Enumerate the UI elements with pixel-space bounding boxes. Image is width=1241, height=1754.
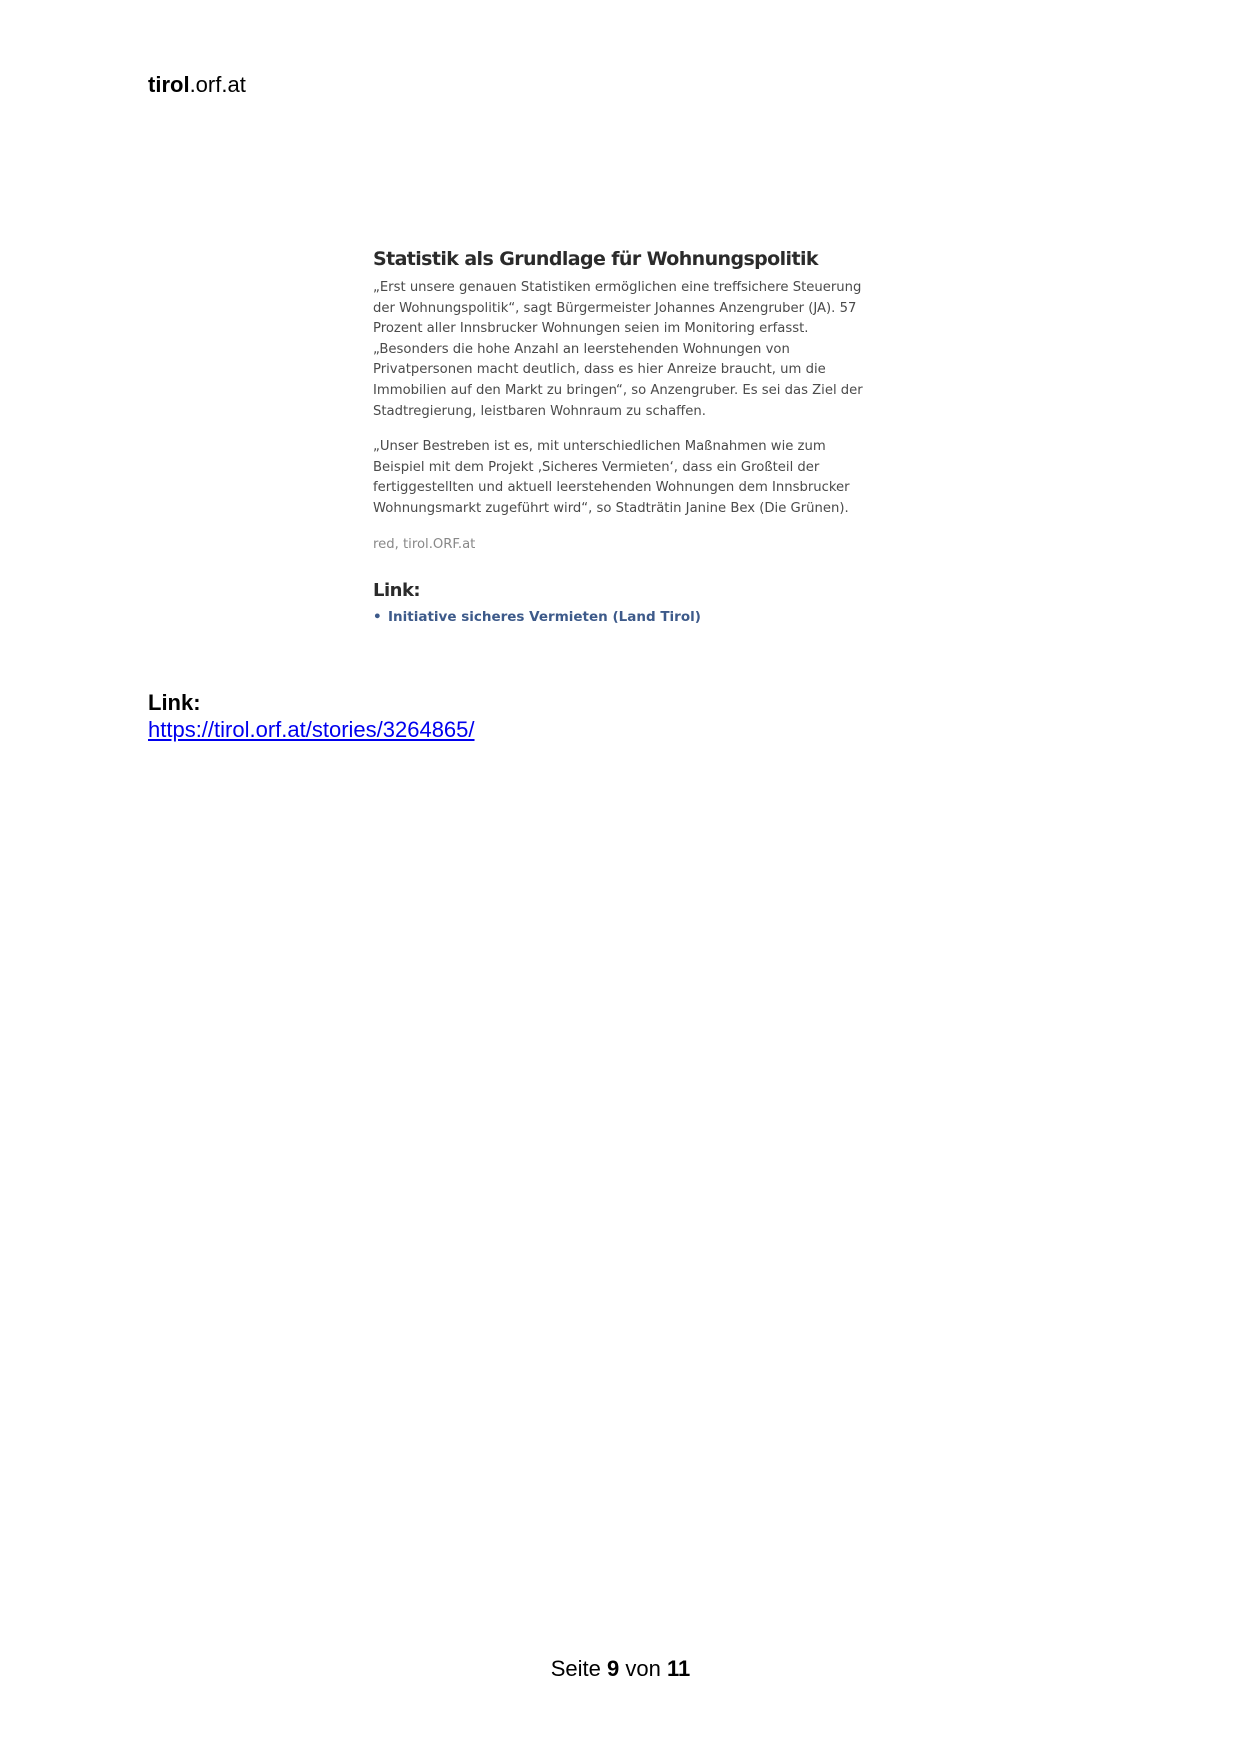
article-credit: red, tirol.ORF.at [373,536,476,552]
bullet-icon: • [373,608,382,625]
source-link-label: Link: [148,690,201,715]
article-clipping [373,246,873,627]
total-pages: 11 [667,1656,691,1681]
page-prefix: Seite [550,1656,601,1681]
article-link[interactable]: Initiative sicheres Vermieten (Land Tirol) [388,608,701,625]
article-heading: Statistik als Grundlage für Wohnungspolitik [373,248,818,270]
page-number [0,1656,1241,1682]
current-page: 9 [607,1656,620,1681]
page-separator: von [625,1656,661,1681]
brand-name-bold: tirol [148,72,190,97]
article-link-list [373,607,873,627]
site-brand [148,72,246,98]
article-link-heading: Link: [373,579,421,601]
article-paragraph: „Erst unsere genauen Statistiken ermöglichen eine treffsichere Steuerung der Wohnungspolitik“, sagt Bürgermeister Johannes Anzengruber (JA). 57 Prozent aller Innsbrucker Wohnungen seien im Monitoring erfasst. „Besonders die hohe Anzahl an leerstehenden Wohnungen von Privatpersonen macht deutlich, dass es hier Anreize braucht, um die Immobilien auf den Markt zu bringen“, so Anzengruber. Es sei das Ziel der Stadtregierung, leistbaren Wohnraum zu schaffen. [373,280,863,419]
article-paragraph: „Unser Bestreben ist es, mit unterschiedlichen Maßnahmen wie zum Beispiel mit dem Projekt ‚Sicheres Vermieten‘, dass ein Großteil der fertiggestellten und aktuell leerstehenden Wohnungen dem Innsbrucker Wohnungsmarkt zugeführt wird“, so Stadträtin Janine Bex (Die Grünen). [373,439,850,516]
article-link-item [373,607,873,627]
brand-name-domain: .orf.at [189,72,246,97]
source-link[interactable]: https://tirol.orf.at/stories/3264865/ [148,717,475,742]
